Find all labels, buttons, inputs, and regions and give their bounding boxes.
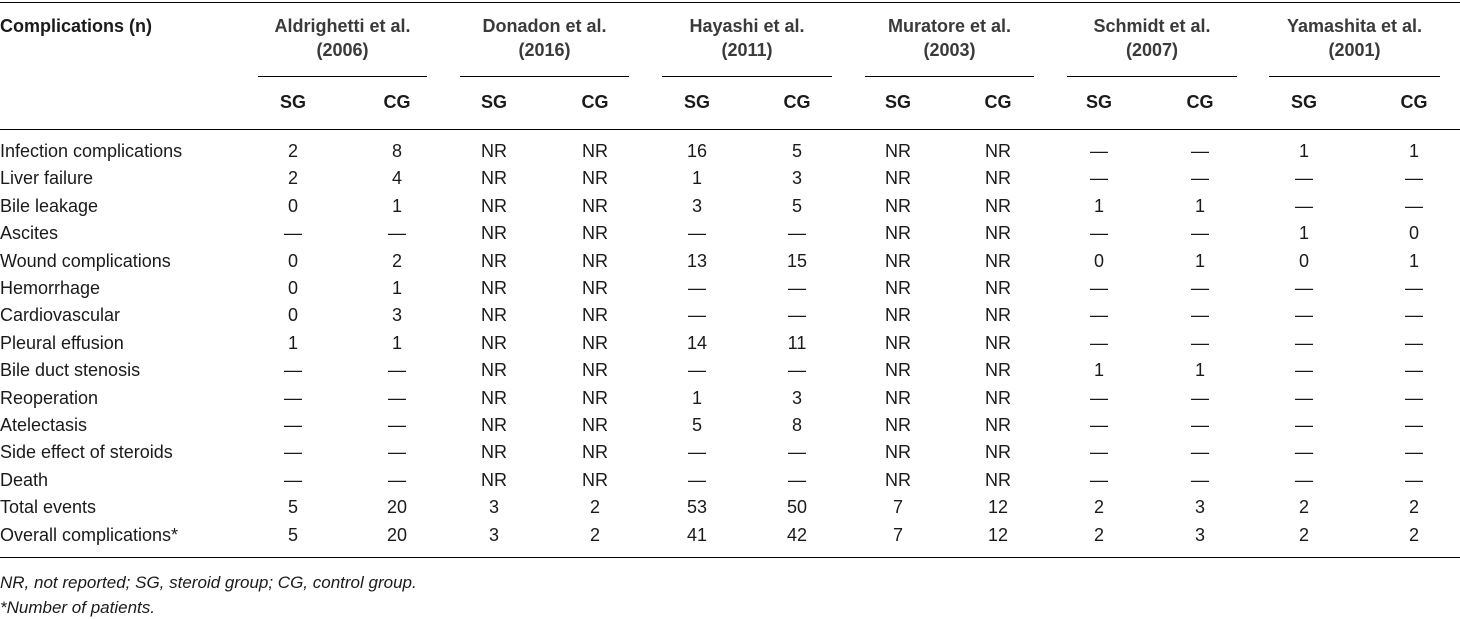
study-header bbox=[652, 14, 842, 62]
table-cell: 1 bbox=[1408, 141, 1419, 161]
table-cell: — bbox=[1090, 168, 1108, 189]
table-cell: — bbox=[688, 223, 706, 244]
table-cell: 53 bbox=[686, 497, 708, 518]
table-cell: NR bbox=[481, 250, 507, 271]
table-cell: — bbox=[1295, 442, 1313, 463]
group-label: SG bbox=[884, 92, 911, 112]
table-cell: NR bbox=[885, 278, 911, 298]
table-row bbox=[0, 193, 1460, 220]
study-year: (2001) bbox=[1328, 40, 1381, 60]
table-cell: 8 bbox=[791, 415, 802, 435]
row-label: Liver failure bbox=[0, 168, 94, 189]
table-cell: — bbox=[788, 360, 806, 381]
table-cell: NR bbox=[985, 332, 1011, 353]
table-cell: NR bbox=[985, 415, 1011, 435]
table-cell: — bbox=[1295, 278, 1313, 298]
table-cell: NR bbox=[582, 415, 608, 435]
table-cell: — bbox=[284, 360, 302, 381]
table-cell: 0 bbox=[287, 305, 298, 326]
table-cell: 50 bbox=[786, 497, 808, 518]
study-name: Schmidt et al. bbox=[1093, 16, 1211, 36]
table-cell: 41 bbox=[686, 524, 708, 545]
table-cell: NR bbox=[985, 250, 1011, 271]
study-name: Aldrighetti et al. bbox=[274, 16, 411, 36]
table-cell: — bbox=[1405, 387, 1423, 408]
group-label: CG bbox=[783, 92, 811, 112]
table-cell: 5 bbox=[691, 415, 702, 435]
group-label: CG bbox=[581, 92, 609, 112]
table-cell: NR bbox=[481, 332, 507, 353]
table-cell: — bbox=[1295, 195, 1313, 216]
table-row bbox=[0, 494, 1460, 521]
table-cell: — bbox=[1405, 278, 1423, 298]
table-cell: — bbox=[388, 469, 406, 490]
study-name: Hayashi et al. bbox=[689, 16, 805, 36]
row-label: Reoperation bbox=[0, 387, 99, 408]
table-cell: NR bbox=[582, 168, 608, 189]
table-cell: — bbox=[1191, 223, 1209, 244]
table-cell: — bbox=[1191, 387, 1209, 408]
table-row bbox=[0, 165, 1460, 192]
study-span-rule bbox=[258, 76, 427, 77]
table-cell: 2 bbox=[287, 141, 298, 161]
study-name: Donadon et al. bbox=[482, 16, 607, 36]
table-cell: NR bbox=[582, 387, 608, 408]
table-cell: NR bbox=[582, 195, 608, 216]
study-span-rule bbox=[662, 76, 832, 77]
table-row bbox=[0, 357, 1460, 384]
table-cell: 3 bbox=[391, 305, 402, 326]
study-name: Muratore et al. bbox=[887, 16, 1012, 36]
table-row bbox=[0, 467, 1460, 494]
table-cell: NR bbox=[885, 223, 911, 244]
table-cell: 1 bbox=[1194, 250, 1205, 271]
study-year: (2003) bbox=[923, 40, 976, 60]
table-cell: NR bbox=[481, 278, 507, 298]
table-cell: NR bbox=[885, 250, 911, 271]
table-cell: 1 bbox=[391, 278, 402, 298]
table-cell: NR bbox=[481, 387, 507, 408]
first-column-header: Complications (n) bbox=[0, 16, 152, 36]
study-span-rule bbox=[460, 76, 629, 77]
table-row bbox=[0, 385, 1460, 412]
table-row bbox=[0, 439, 1460, 466]
table-cell: — bbox=[1090, 278, 1108, 298]
row-label: Ascites bbox=[0, 223, 59, 244]
table-cell: 3 bbox=[488, 524, 499, 545]
row-label: Infection complications bbox=[0, 141, 183, 161]
table-cell: — bbox=[1191, 305, 1209, 326]
table-cell: NR bbox=[582, 278, 608, 298]
table-cell: — bbox=[1295, 305, 1313, 326]
table-cell: — bbox=[1295, 332, 1313, 353]
table-cell: NR bbox=[985, 305, 1011, 326]
row-label: Pleural effusion bbox=[0, 332, 124, 353]
table-cell: NR bbox=[985, 195, 1011, 216]
row-label: Bile duct stenosis bbox=[0, 360, 141, 381]
row-label: Wound complications bbox=[0, 250, 171, 271]
table-top-rule bbox=[0, 2, 1460, 3]
table-cell: 1 bbox=[691, 168, 702, 189]
table-cell: — bbox=[284, 442, 302, 463]
study-year: (2016) bbox=[518, 40, 571, 60]
table-cell: — bbox=[388, 223, 406, 244]
study-header bbox=[1259, 14, 1450, 62]
table-cell: — bbox=[388, 360, 406, 381]
table-cell: — bbox=[1090, 442, 1108, 463]
table-cell: NR bbox=[985, 141, 1011, 161]
study-header bbox=[1057, 14, 1247, 62]
study-header bbox=[248, 14, 437, 62]
table-cell: 20 bbox=[386, 497, 408, 518]
table-cell: 5 bbox=[287, 524, 298, 545]
study-span-rule bbox=[1269, 76, 1440, 77]
table-cell: NR bbox=[985, 387, 1011, 408]
table-cell: 2 bbox=[1408, 497, 1419, 518]
table-cell: — bbox=[1295, 360, 1313, 381]
table-cell: 2 bbox=[589, 497, 600, 518]
table-cell: 1 bbox=[1194, 195, 1205, 216]
group-label: CG bbox=[1186, 92, 1214, 112]
table-cell: NR bbox=[885, 141, 911, 161]
table-cell: 0 bbox=[287, 250, 298, 271]
table-cell: 7 bbox=[892, 524, 903, 545]
table-cell: 2 bbox=[391, 250, 402, 271]
table-cell: NR bbox=[885, 195, 911, 216]
table-cell: — bbox=[1405, 415, 1423, 435]
table-cell: NR bbox=[481, 360, 507, 381]
table-row bbox=[0, 138, 1460, 165]
table-row bbox=[0, 302, 1460, 329]
table-cell: 16 bbox=[686, 141, 708, 161]
table-cell: 0 bbox=[287, 195, 298, 216]
table-cell: — bbox=[1090, 415, 1108, 435]
header-bottom-rule bbox=[0, 129, 1460, 130]
footnote-asterisk: *Number of patients. bbox=[0, 598, 155, 617]
table-cell: NR bbox=[582, 469, 608, 490]
table-cell: 1 bbox=[691, 387, 702, 408]
study-year: (2011) bbox=[721, 40, 773, 60]
table-cell: NR bbox=[885, 387, 911, 408]
table-cell: 4 bbox=[391, 168, 402, 189]
table-cell: 3 bbox=[1194, 497, 1205, 518]
table-cell: — bbox=[788, 469, 806, 490]
table-cell: NR bbox=[582, 141, 608, 161]
table-cell: NR bbox=[985, 442, 1011, 463]
study-year: (2007) bbox=[1125, 40, 1179, 60]
table-cell: — bbox=[788, 223, 806, 244]
table-cell: — bbox=[788, 442, 806, 463]
table-cell: — bbox=[284, 223, 302, 244]
table-bottom-rule bbox=[0, 557, 1460, 558]
table-cell: — bbox=[1191, 469, 1209, 490]
table-cell: 0 bbox=[1298, 250, 1309, 271]
row-label: Side effect of steroids bbox=[0, 442, 173, 463]
table-cell: NR bbox=[481, 305, 507, 326]
table-cell: — bbox=[1405, 360, 1423, 381]
table-cell: 1 bbox=[1408, 250, 1419, 271]
table-cell: NR bbox=[582, 360, 608, 381]
table-cell: NR bbox=[985, 278, 1011, 298]
table-cell: NR bbox=[885, 332, 911, 353]
study-span-rule bbox=[865, 76, 1034, 77]
table-cell: 0 bbox=[1093, 250, 1104, 271]
table-cell: — bbox=[1295, 168, 1313, 189]
row-label: Hemorrhage bbox=[0, 278, 101, 298]
table-row bbox=[0, 275, 1460, 302]
table-cell: NR bbox=[481, 168, 507, 189]
table-cell: — bbox=[1405, 442, 1423, 463]
table-cell: — bbox=[1090, 305, 1108, 326]
table-cell: — bbox=[1191, 415, 1209, 435]
footnote-abbreviations: NR, not reported; SG, steroid group; CG, control group. bbox=[0, 573, 417, 592]
table-cell: — bbox=[1090, 141, 1108, 161]
table-cell: 5 bbox=[287, 497, 298, 518]
row-label: Death bbox=[0, 469, 49, 490]
row-label: Atelectasis bbox=[0, 415, 88, 435]
group-label: SG bbox=[683, 92, 710, 112]
table-cell: — bbox=[688, 469, 706, 490]
table-row bbox=[0, 522, 1460, 549]
group-label: SG bbox=[1290, 92, 1317, 112]
group-label: SG bbox=[279, 92, 306, 112]
table-cell: NR bbox=[885, 305, 911, 326]
table-cell: 2 bbox=[1093, 497, 1104, 518]
table-cell: NR bbox=[582, 223, 608, 244]
table-cell: — bbox=[788, 278, 806, 298]
group-label: SG bbox=[1085, 92, 1112, 112]
table-cell: NR bbox=[481, 442, 507, 463]
study-span-rule bbox=[1067, 76, 1237, 77]
table-cell: 3 bbox=[691, 195, 702, 216]
table-cell: 3 bbox=[488, 497, 499, 518]
table-cell: — bbox=[1191, 332, 1209, 353]
table-cell: 1 bbox=[1298, 223, 1309, 244]
table-cell: NR bbox=[582, 332, 608, 353]
group-label: CG bbox=[1400, 92, 1428, 112]
table-cell: 1 bbox=[391, 332, 402, 353]
table-cell: 3 bbox=[791, 168, 802, 189]
table-cell: 1 bbox=[1298, 141, 1309, 161]
table-cell: — bbox=[388, 387, 406, 408]
table-cell: 5 bbox=[791, 195, 802, 216]
table-cell: — bbox=[1090, 387, 1108, 408]
row-label: Total events bbox=[0, 497, 97, 518]
table-cell: NR bbox=[582, 442, 608, 463]
table-cell: 0 bbox=[1408, 223, 1419, 244]
table-cell: NR bbox=[582, 250, 608, 271]
table-cell: 12 bbox=[987, 524, 1009, 545]
table-cell: 2 bbox=[589, 524, 600, 545]
table-cell: 2 bbox=[1298, 524, 1309, 545]
table-cell: 7 bbox=[892, 497, 903, 518]
table-cell: NR bbox=[885, 360, 911, 381]
table-cell: 0 bbox=[287, 278, 298, 298]
study-name: Yamashita et al. bbox=[1286, 16, 1423, 36]
table-row bbox=[0, 330, 1460, 357]
table-cell: 8 bbox=[391, 141, 402, 161]
table-cell: NR bbox=[481, 195, 507, 216]
table-cell: 1 bbox=[1093, 195, 1104, 216]
table-cell: 1 bbox=[391, 195, 402, 216]
table-cell: 2 bbox=[1408, 524, 1419, 545]
table-cell: — bbox=[688, 305, 706, 326]
table-cell: — bbox=[1405, 469, 1423, 490]
table-cell: NR bbox=[885, 168, 911, 189]
table-cell: — bbox=[388, 442, 406, 463]
group-label: CG bbox=[984, 92, 1012, 112]
table-cell: 20 bbox=[386, 524, 408, 545]
table-cell: 3 bbox=[1194, 524, 1205, 545]
study-header bbox=[450, 14, 639, 62]
table-cell: — bbox=[284, 469, 302, 490]
row-label: Overall complications* bbox=[0, 524, 179, 545]
table-cell: NR bbox=[481, 141, 507, 161]
table-cell: 15 bbox=[786, 250, 808, 271]
table-cell: 3 bbox=[791, 387, 802, 408]
table-cell: — bbox=[1090, 332, 1108, 353]
table-cell: 5 bbox=[791, 141, 802, 161]
table-cell: 1 bbox=[1194, 360, 1205, 381]
table-cell: — bbox=[1191, 168, 1209, 189]
table-cell: — bbox=[1090, 223, 1108, 244]
table-cell: — bbox=[1405, 332, 1423, 353]
study-header bbox=[855, 14, 1044, 62]
table-cell: 2 bbox=[1298, 497, 1309, 518]
group-label: SG bbox=[480, 92, 507, 112]
table-cell: 2 bbox=[1093, 524, 1104, 545]
table-cell: NR bbox=[582, 305, 608, 326]
table-cell: NR bbox=[985, 469, 1011, 490]
table-row bbox=[0, 412, 1460, 439]
table-cell: 42 bbox=[786, 524, 808, 545]
table-cell: 13 bbox=[686, 250, 708, 271]
table-row bbox=[0, 248, 1460, 275]
table-cell: — bbox=[688, 360, 706, 381]
table-cell: NR bbox=[481, 223, 507, 244]
table-cell: — bbox=[688, 442, 706, 463]
table-cell: NR bbox=[481, 469, 507, 490]
table-cell: 1 bbox=[287, 332, 298, 353]
table-cell: — bbox=[1191, 141, 1209, 161]
table-cell: — bbox=[1090, 469, 1108, 490]
table-cell: — bbox=[1405, 195, 1423, 216]
row-label: Cardiovascular bbox=[0, 305, 121, 326]
table-cell: NR bbox=[985, 223, 1011, 244]
row-label: Bile leakage bbox=[0, 195, 99, 216]
table-cell: — bbox=[1295, 415, 1313, 435]
table-cell: NR bbox=[985, 360, 1011, 381]
table-cell: NR bbox=[885, 442, 911, 463]
table-cell: — bbox=[388, 415, 406, 435]
table-cell: 12 bbox=[987, 497, 1009, 518]
table-cell: NR bbox=[885, 415, 911, 435]
table-cell: 14 bbox=[686, 332, 708, 353]
table-row bbox=[0, 220, 1460, 247]
table-cell: — bbox=[1405, 168, 1423, 189]
table-cell: — bbox=[1295, 387, 1313, 408]
table-cell: — bbox=[1191, 442, 1209, 463]
table-cell: — bbox=[1405, 305, 1423, 326]
table-cell: — bbox=[284, 415, 302, 435]
table-cell: — bbox=[788, 305, 806, 326]
table-cell: 1 bbox=[1093, 360, 1104, 381]
table-cell: — bbox=[1295, 469, 1313, 490]
table-cell: — bbox=[688, 278, 706, 298]
table-cell: 11 bbox=[787, 332, 807, 353]
table-cell: — bbox=[1191, 278, 1209, 298]
table-cell: NR bbox=[885, 469, 911, 490]
table-cell: NR bbox=[481, 415, 507, 435]
table-cell: 2 bbox=[287, 168, 298, 189]
table-cell: — bbox=[284, 387, 302, 408]
study-year: (2006) bbox=[316, 40, 369, 60]
group-label: CG bbox=[383, 92, 411, 112]
table-cell: NR bbox=[985, 168, 1011, 189]
